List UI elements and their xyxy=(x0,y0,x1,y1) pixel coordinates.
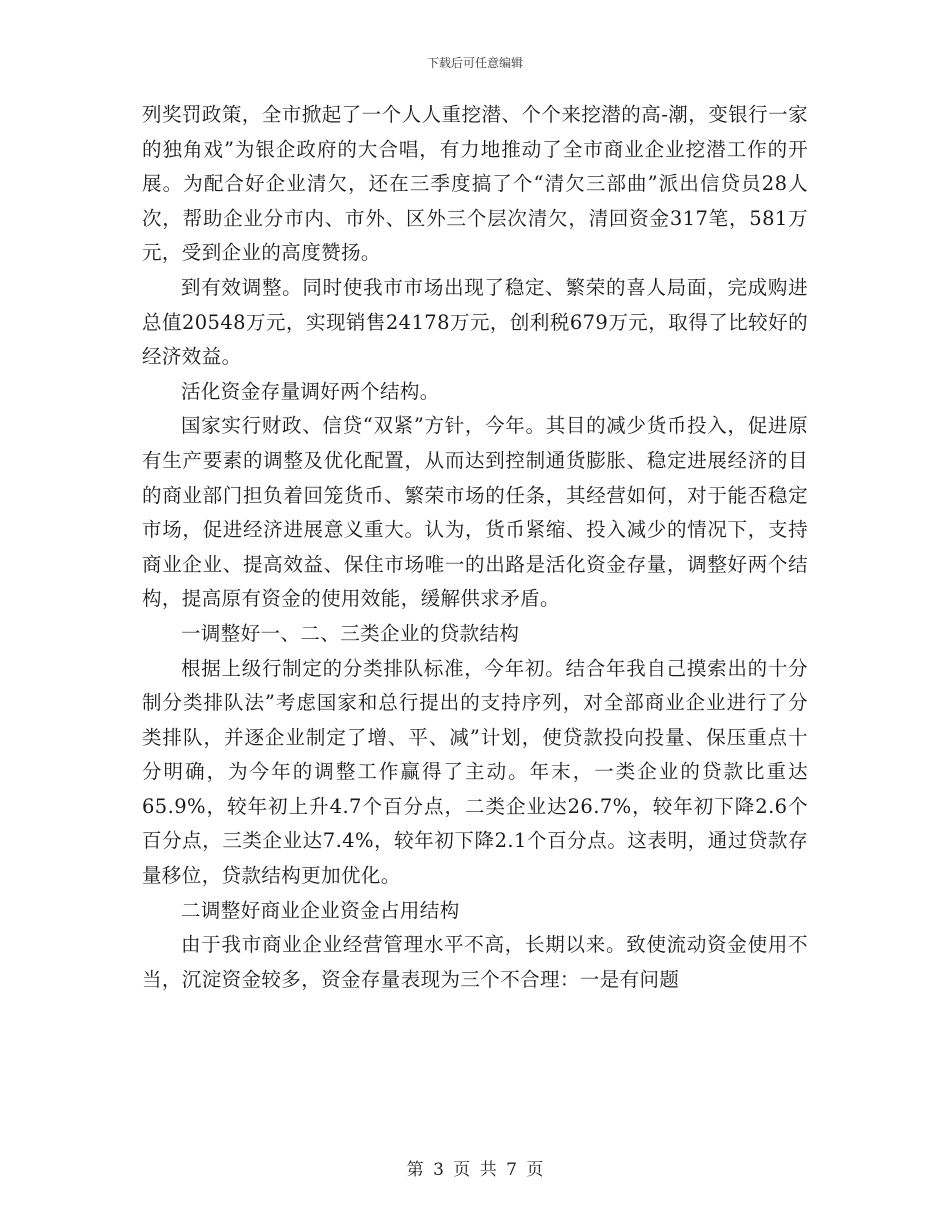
subsection-heading-2: 二调整好商业企业资金占用结构 xyxy=(181,898,460,922)
page-footer: 第 3 页 共 7 页 xyxy=(406,1160,544,1180)
paragraph-1: 列奖罚政策，全市掀起了一个人人重挖潜、个个来挖潜的高-潮，变银行一家的独角戏”为银企政府的大合唱，有力地推动了全市商业企业挖潜工作的开展。为配合好企业清欠，还在三季度搞了个“清欠三部曲”派出信贷员28人次，帮助企业分市内、市外、区外三个层次清欠，清回资金317笔，581万元，受到企业的高度赞扬。 xyxy=(142,103,808,265)
paragraph-2: 到有效调整。同时使我市市场出现了稳定、繁荣的喜人局面，完成购进总值20548万元，实现销售24178万元，创利税679万元，取得了比较好的经济效益。 xyxy=(142,275,808,369)
section-heading-1: 活化资金存量调好两个结构。 xyxy=(181,379,440,403)
paragraph-4: 根据上级行制定的分类排队标准，今年初。结合年我自己摸索出的十分制分类排队法”考虑国家和总行提出的支持序列，对全部商业企业进行了分类排队，并逐企业制定了增、平、减”计划，使贷款投向投量、保压重点十分明确，为今年的调整工作赢得了主动。年末，一类企业的贷款比重达65.9%，较年初上升4.7个百分点，二类企业达26.7%，较年初下降2.6个百分点，三类企业达7.4%，较年初下降2.1个百分点。这表明，通过贷款存量移位，贷款结构更加优化。 xyxy=(142,656,808,888)
subsection-heading-1: 一调整好一、二、三类企业的贷款结构 xyxy=(181,621,520,645)
document-body xyxy=(142,98,808,997)
paragraph-3: 国家实行财政、信贷“双紧”方针，今年。其目的减少货币投入，促进原有生产要素的调整及优化配置，从而达到控制通货膨胀、稳定进展经济的目的商业部门担负着回笼货币、繁荣市场的任条，其经营如何，对于能否稳定市场，促进经济进展意义重大。认为，货币紧缩、投入减少的情况下，支持商业企业、提高效益、保住市场唯一的出路是活化资金存量，调整好两个结构，提高原有资金的使用效能，缓解供求矛盾。 xyxy=(142,414,808,611)
page-header: 下载后可任意编辑 xyxy=(426,56,523,70)
paragraph-5: 由于我市商业企业经营管理水平不高，长期以来。致使流动资金使用不当，沉淀资金较多，资金存量表现为三个不合理：一是有问题 xyxy=(142,933,808,991)
